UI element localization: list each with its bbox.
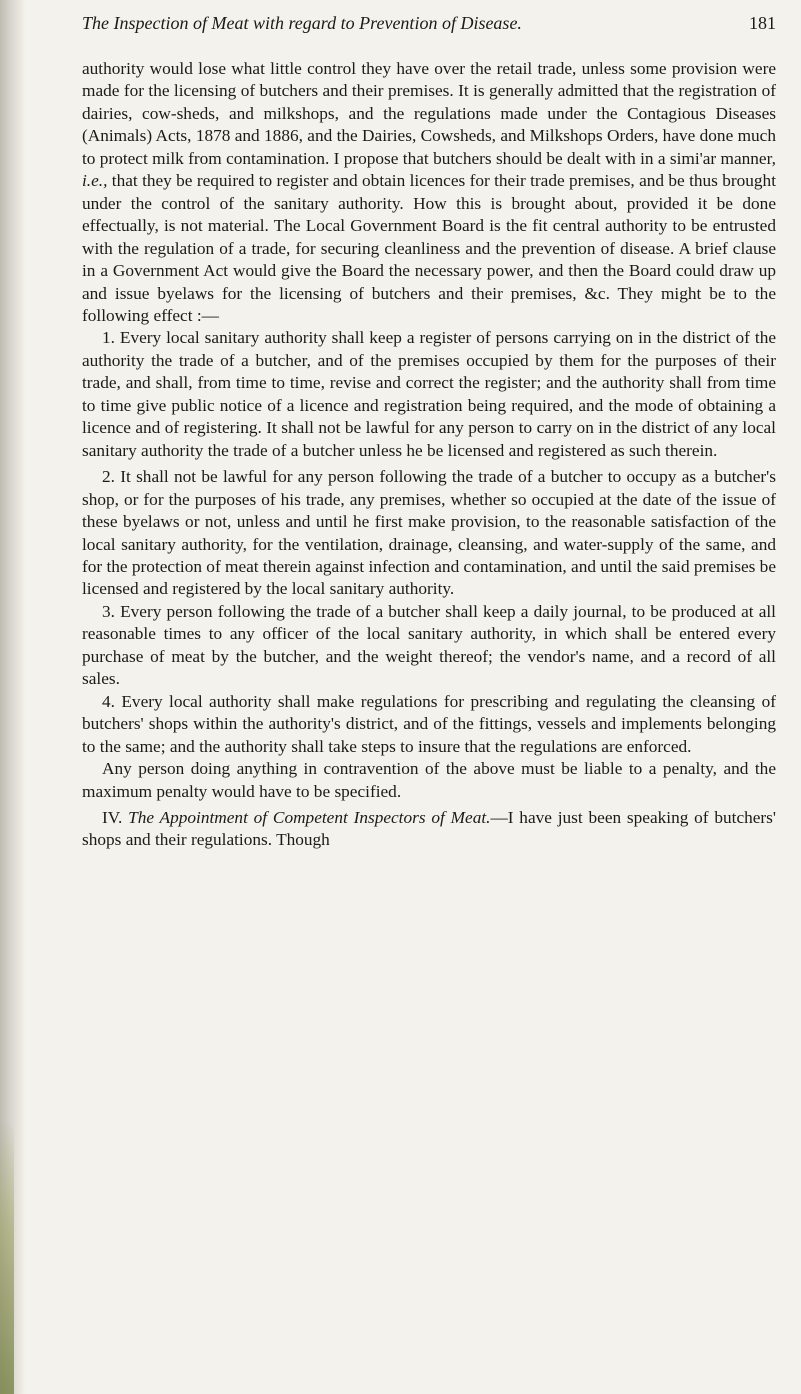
page-body <box>82 58 776 852</box>
byelaw-item-4: 4. Every local authority shall make regulations for prescribing and regulating the cleansing of butchers' shops within the authority's district, and of the fittings, vessels and implements belonging to the same; and the authority shall take steps to insure that the regulations are enforced. <box>82 691 776 756</box>
section-iv-paragraph <box>82 807 776 852</box>
penalty-paragraph: Any person doing anything in contravention of the above must be liable to a penalty, and the maximum penalty would have to be specified. <box>82 759 776 801</box>
paragraph-1-text: authority would lose what little control they have over the retail trade, unless some provision were made for the licensing of butchers and their premises. It is generally admitted that the registration of dairies, cow-sheds, and milkshops, and the regulations made under the Contagious Diseases (Animals) Acts, 1878 and 1886, and the Dairies, Cowsheds, and Milkshops Orders, have done much to protect milk from contamination. I propose that butchers should be dealt with in a simi'ar manner, <box>82 59 776 168</box>
running-head-title: The Inspection of Meat with regard to Prevention of Disease. <box>82 13 522 33</box>
section-iv-heading: The Appointment of Competent Inspectors of Meat. <box>128 807 491 827</box>
section-iv-number: IV. <box>102 807 123 827</box>
byelaw-item-3: 3. Every person following the trade of a butcher shall keep a daily journal, to be produced at all reasonable times to any officer of the local sanitary authority, in which shall be entered every purchase of meat by the butcher, and the weight thereof; the vendor's name, and a record of all sales. <box>82 601 776 689</box>
section-iv-text: —I have just been speaking of butchers' shops and their regulations. Though <box>82 807 777 850</box>
page-edge-stain <box>0 1120 14 1394</box>
paragraph-continuation <box>82 58 776 327</box>
paragraph-1-rest: that they be required to register and obtain licences for their trade premises, and be thus brought under the control of the sanitary authority. How this is brought about, provided it be done effectually, is not material. The Local Government Board is the fit central authority to be entrusted with the regulation of a trade, for securing cleanliness and the prevention of disease. A brief clause in a Government Act would give the Board the necessary power, and then the Board could draw up and issue byelaws for the licensing of butchers and their premises, &c. They might be to the following effect :— <box>82 171 776 325</box>
paragraph-1-ie: i.e., <box>82 171 108 191</box>
byelaw-item-1: 1. Every local sanitary authority shall keep a register of persons carrying on in the district of the authority the trade of a butcher, and of the premises occupied by them for the purposes of their trade, and shall, from time to time, revise and correct the register; and the authority shall from time to time give public notice of a licence and registration being required, and the mode of obtaining a licence and of registering. It shall not be lawful for any person to carry on in the district of any local sanitary authority the trade of a butcher unless he be licensed and registered as such therein. <box>82 328 776 460</box>
page-number: 181 <box>749 13 776 33</box>
byelaw-item-2: 2. It shall not be lawful for any person following the trade of a butcher to occupy as a butcher's shop, or for the purposes of his trade, any premises, whether so occupied at the date of the issue of these byelaws or not, unless and until he first make provision, to the reasonable satisfaction of the local sanitary authority, for the ventilation, drainage, cleansing, and water-supply of the same, and for the protection of meat therein against infection and contamination, and until the said premises be licensed and registered by the local sanitary authority. <box>82 467 776 599</box>
running-head <box>82 10 776 36</box>
